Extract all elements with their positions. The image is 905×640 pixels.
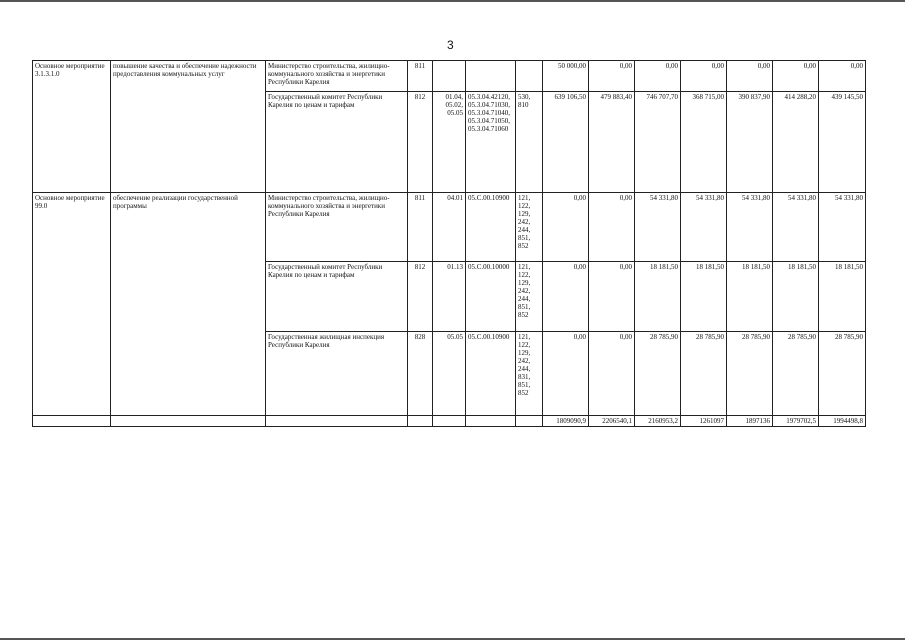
cell-line: 05.3.04.71050, [468,117,510,125]
task-name: обеспечение реализации государственной программы [111,193,266,416]
cell-line: 05.05 [447,109,463,117]
cell-line: 04.01 [447,194,463,202]
budget-table [32,60,866,427]
value-cell: 0,00 [543,193,589,262]
cell-line: 242, [518,357,531,365]
value-cell: 50 000,00 [543,61,589,92]
executor-cell: Министерство строительства, жилищно-коммунального хозяйства и энергетики Республики Карелия [266,193,408,262]
empty-cell [516,416,543,427]
cell-line: 121, [518,194,531,202]
cell-line: 122, [518,271,531,279]
cell-line: 244, [518,295,531,303]
value-cell: 54 331,80 [819,193,866,262]
vr-cell [516,262,543,332]
value-cell: 0,00 [635,61,681,92]
cell-line: 05.3.04.71030, [468,101,510,109]
cell-line: 852 [518,242,529,250]
executor-cell: Государственная жилищная инспекция Республики Карелия [266,332,408,416]
value-cell: 0,00 [589,193,635,262]
cell-line: 242, [518,218,531,226]
rzpr-cell [433,92,466,193]
totals-row [33,416,866,427]
cell-line: 810 [518,101,529,109]
cell-line: 01.13 [447,263,463,271]
value-cell: 746 707,70 [635,92,681,193]
value-cell: 0,00 [589,332,635,416]
cell-line: 05.05 [447,333,463,341]
table-body [33,61,866,427]
value-cell: 18 181,50 [635,262,681,332]
rzpr-cell [433,262,466,332]
cell-line: 129, [518,210,531,218]
empty-cell [266,416,408,427]
cell-line: 851, [518,303,531,311]
value-cell: 54 331,80 [773,193,819,262]
cell-line: 852 [518,311,529,319]
table-row [33,61,866,92]
event-name: Основное мероприятие 3.1.3.1.0 [33,61,111,193]
cell-line: 244, [518,226,531,234]
cell-line: 05.02, [445,101,463,109]
executor-cell: Министерство строительства, жилищно-коммунального хозяйства и энергетики Республики Карелия [266,61,408,92]
task-name: повышение качества и обеспечение надежности предоставления коммунальных услуг [111,61,266,193]
empty-cell [433,416,466,427]
cell-line: 122, [518,202,531,210]
cell-line: 05.С.00.10900 [468,333,510,341]
total-cell: 1897136 [727,416,773,427]
rzpr-cell [433,332,466,416]
cell-line: 01.04, [445,93,463,101]
value-cell: 639 106,50 [543,92,589,193]
cell-line: 121, [518,263,531,271]
value-cell: 479 883,40 [589,92,635,193]
executor-cell: Государственный комитет Республики Карелия по ценам и тарифам [266,92,408,193]
value-cell: 18 181,50 [681,262,727,332]
value-cell: 414 288,20 [773,92,819,193]
value-cell: 368 715,00 [681,92,727,193]
value-cell: 28 785,90 [819,332,866,416]
vr-cell [516,332,543,416]
cell-line: 05.3.04.71060 [468,125,509,133]
value-cell: 0,00 [589,61,635,92]
table-row [33,193,866,262]
value-cell: 0,00 [727,61,773,92]
empty-cell [111,416,266,427]
grbs-cell: 812 [408,262,433,332]
total-cell: 2206540,1 [589,416,635,427]
value-cell: 18 181,50 [773,262,819,332]
cell-line: 05.С.00.10900 [468,194,510,202]
value-cell: 54 331,80 [727,193,773,262]
value-cell: 18 181,50 [727,262,773,332]
rzpr-cell [433,61,466,92]
value-cell: 0,00 [589,262,635,332]
cell-line: 05.С.00.10000 [468,263,510,271]
event-name: Основное мероприятие 99.0 [33,193,111,416]
vr-cell [516,193,543,262]
grbs-cell: 811 [408,193,433,262]
grbs-cell: 811 [408,61,433,92]
empty-cell [33,416,111,427]
cell-line: 129, [518,279,531,287]
empty-cell [466,416,516,427]
total-cell: 1809090,9 [543,416,589,427]
value-cell: 0,00 [819,61,866,92]
cell-line: 831, [518,373,531,381]
value-cell: 28 785,90 [727,332,773,416]
vr-cell [516,61,543,92]
value-cell: 28 785,90 [681,332,727,416]
total-cell: 1261097 [681,416,727,427]
cell-line: 05.3.04.42120, [468,93,510,101]
vr-cell [516,92,543,193]
cell-line: 129, [518,349,531,357]
csr-cell [466,332,516,416]
cell-line: 851, [518,234,531,242]
grbs-cell: 812 [408,92,433,193]
cell-line: 122, [518,341,531,349]
value-cell: 54 331,80 [635,193,681,262]
executor-cell: Государственный комитет Республики Карелия по ценам и тарифам [266,262,408,332]
cell-line: 242, [518,287,531,295]
scan-top-edge [0,0,905,2]
value-cell: 18 181,50 [819,262,866,332]
value-cell: 0,00 [543,332,589,416]
cell-line: 852 [518,389,529,397]
total-cell: 1994498,8 [819,416,866,427]
cell-line: 244, [518,365,531,373]
csr-cell [466,92,516,193]
total-cell: 1979702,5 [773,416,819,427]
value-cell: 28 785,90 [635,332,681,416]
value-cell: 0,00 [543,262,589,332]
value-cell: 54 331,80 [681,193,727,262]
value-cell: 28 785,90 [773,332,819,416]
page-number: 3 [447,38,454,52]
csr-cell [466,262,516,332]
cell-line: 121, [518,333,531,341]
cell-line: 05.3.04.71040, [468,109,510,117]
cell-line: 851, [518,381,531,389]
cell-line: 530, [518,93,531,101]
total-cell: 2160953,2 [635,416,681,427]
empty-cell [408,416,433,427]
value-cell: 0,00 [681,61,727,92]
rzpr-cell [433,193,466,262]
value-cell: 390 837,90 [727,92,773,193]
csr-cell [466,193,516,262]
csr-cell [466,61,516,92]
value-cell: 439 145,50 [819,92,866,193]
grbs-cell: 828 [408,332,433,416]
value-cell: 0,00 [773,61,819,92]
